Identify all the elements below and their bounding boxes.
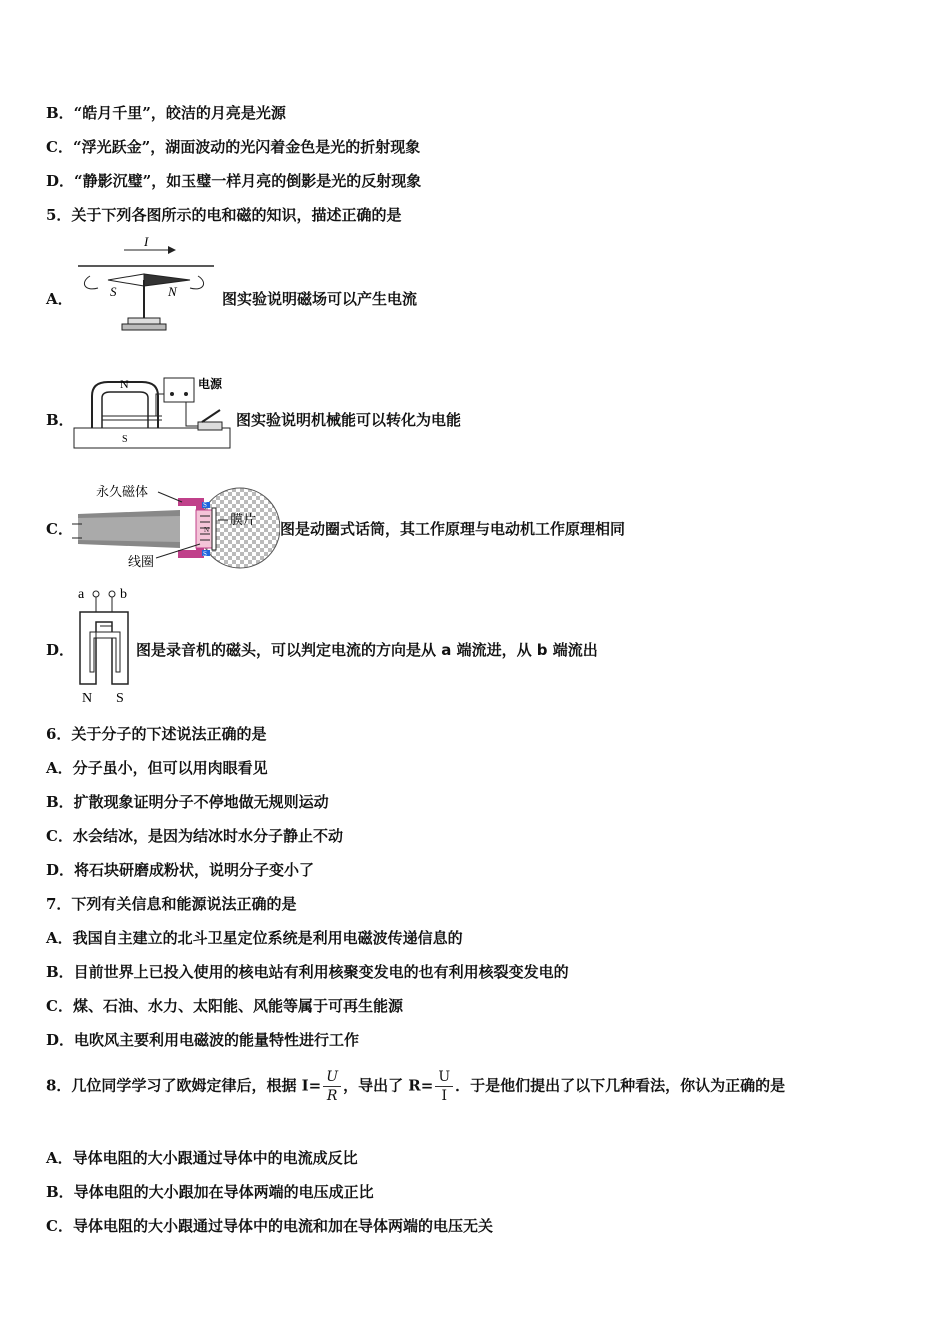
q5-option-c-label: C． — [46, 520, 73, 538]
mic-s-top-label: S — [203, 501, 207, 509]
tape-recorder-head-figure — [72, 584, 138, 708]
fraction-numerator: U — [435, 1068, 453, 1087]
terminal-b-label: b — [120, 587, 127, 602]
south-pole-label: S — [110, 284, 117, 299]
q5-stem: 5．关于下列各图所示的电和磁的知识，描述正确的是 — [46, 206, 402, 224]
q4-option-d: D．“静影沉璧”，如玉璧一样月亮的倒影是光的反射现象 — [46, 172, 422, 190]
q8-option-b: B．导体电阻的大小跟加在导体两端的电压成正比 — [46, 1183, 374, 1201]
north-pole-label: N — [168, 284, 177, 299]
q7-option-a: A．我国自主建立的北斗卫星定位系统是利用电磁波传递信息的 — [46, 929, 463, 947]
power-supply-label: 电源 — [198, 377, 223, 391]
fraction-denominator: R — [326, 1088, 338, 1104]
q5-option-c-text: 图是动圈式话筒，其工作原理与电动机工作原理相同 — [280, 520, 626, 538]
q8-stem-end: ．于是他们提出了以下几种看法，你认为正确的是 — [455, 1076, 786, 1095]
q8-stem — [46, 1068, 785, 1105]
head-n-label: N — [82, 691, 93, 706]
q6-option-b: B．扩散现象证明分子不停地做无规则运动 — [46, 793, 329, 811]
mic-n-label: N — [204, 526, 210, 534]
current-label: I — [144, 234, 149, 249]
mic-s-bottom-label: S — [203, 550, 207, 558]
q4-option-c: C．“浮光跃金”，湖面波动的光闪着金色是光的折射现象 — [46, 138, 421, 156]
q7-option-c: C．煤、石油、水力、太阳能、风能等属于可再生能源 — [46, 997, 403, 1015]
dynamic-microphone-figure — [72, 480, 280, 572]
q8-stem-mid: ，导出了 R= — [343, 1076, 434, 1095]
head-s-label: S — [116, 691, 124, 706]
q6-stem: 6．关于分子的下述说法正确的是 — [46, 725, 267, 743]
permanent-magnet-label: 永久磁体 — [96, 485, 149, 500]
diaphragm-label: 膜片 — [230, 513, 257, 528]
fraction-denominator: I — [441, 1088, 447, 1104]
q7-stem: 7．下列有关信息和能源说法正确的是 — [46, 895, 297, 913]
resistance-fraction — [435, 1068, 453, 1105]
q6-option-c: C．水会结冰，是因为结冰时水分子静止不动 — [46, 827, 343, 845]
q5-option-b-text: 图实验说明机械能可以转化为电能 — [236, 411, 462, 429]
q5-option-d-label: D． — [46, 641, 75, 659]
coil-label: 线圈 — [128, 555, 155, 570]
q4-option-b: B．“皓月千里”，皎洁的月亮是光源 — [46, 104, 286, 122]
terminal-a-label: a — [78, 587, 85, 602]
q5-option-b-label: B． — [46, 411, 74, 429]
q6-option-a: A．分子虽小，但可以用肉眼看见 — [46, 759, 268, 777]
generator-experiment-figure — [72, 370, 234, 454]
q8-option-a: A．导体电阻的大小跟通过导体中的电流成反比 — [46, 1149, 358, 1167]
q8-option-c: C．导体电阻的大小跟通过导体中的电流和加在导体两端的电压无关 — [46, 1217, 493, 1235]
q5-option-d-text: 图是录音机的磁头，可以判定电流的方向是从 a 端流进，从 b 端流出 — [136, 641, 598, 659]
oersted-experiment-figure — [72, 232, 220, 332]
q5-option-a-text: 图实验说明磁场可以产生电流 — [222, 290, 418, 308]
q5-option-a-label: A． — [46, 290, 73, 308]
fraction-numerator: U — [323, 1068, 341, 1087]
q7-option-d: D．电吹风主要利用电磁波的能量特性进行工作 — [46, 1031, 360, 1049]
q8-stem-start: 8．几位同学学习了欧姆定律后，根据 I= — [46, 1076, 322, 1095]
magnet-s-label: S — [122, 434, 128, 445]
q6-option-d: D．将石块研磨成粉状，说明分子变小了 — [46, 861, 315, 879]
magnet-n-label: N — [120, 377, 129, 391]
ohm-law-fraction — [323, 1068, 341, 1105]
q7-option-b: B．目前世界上已投入使用的核电站有利用核聚变发电的也有利用核裂变发电的 — [46, 963, 569, 981]
